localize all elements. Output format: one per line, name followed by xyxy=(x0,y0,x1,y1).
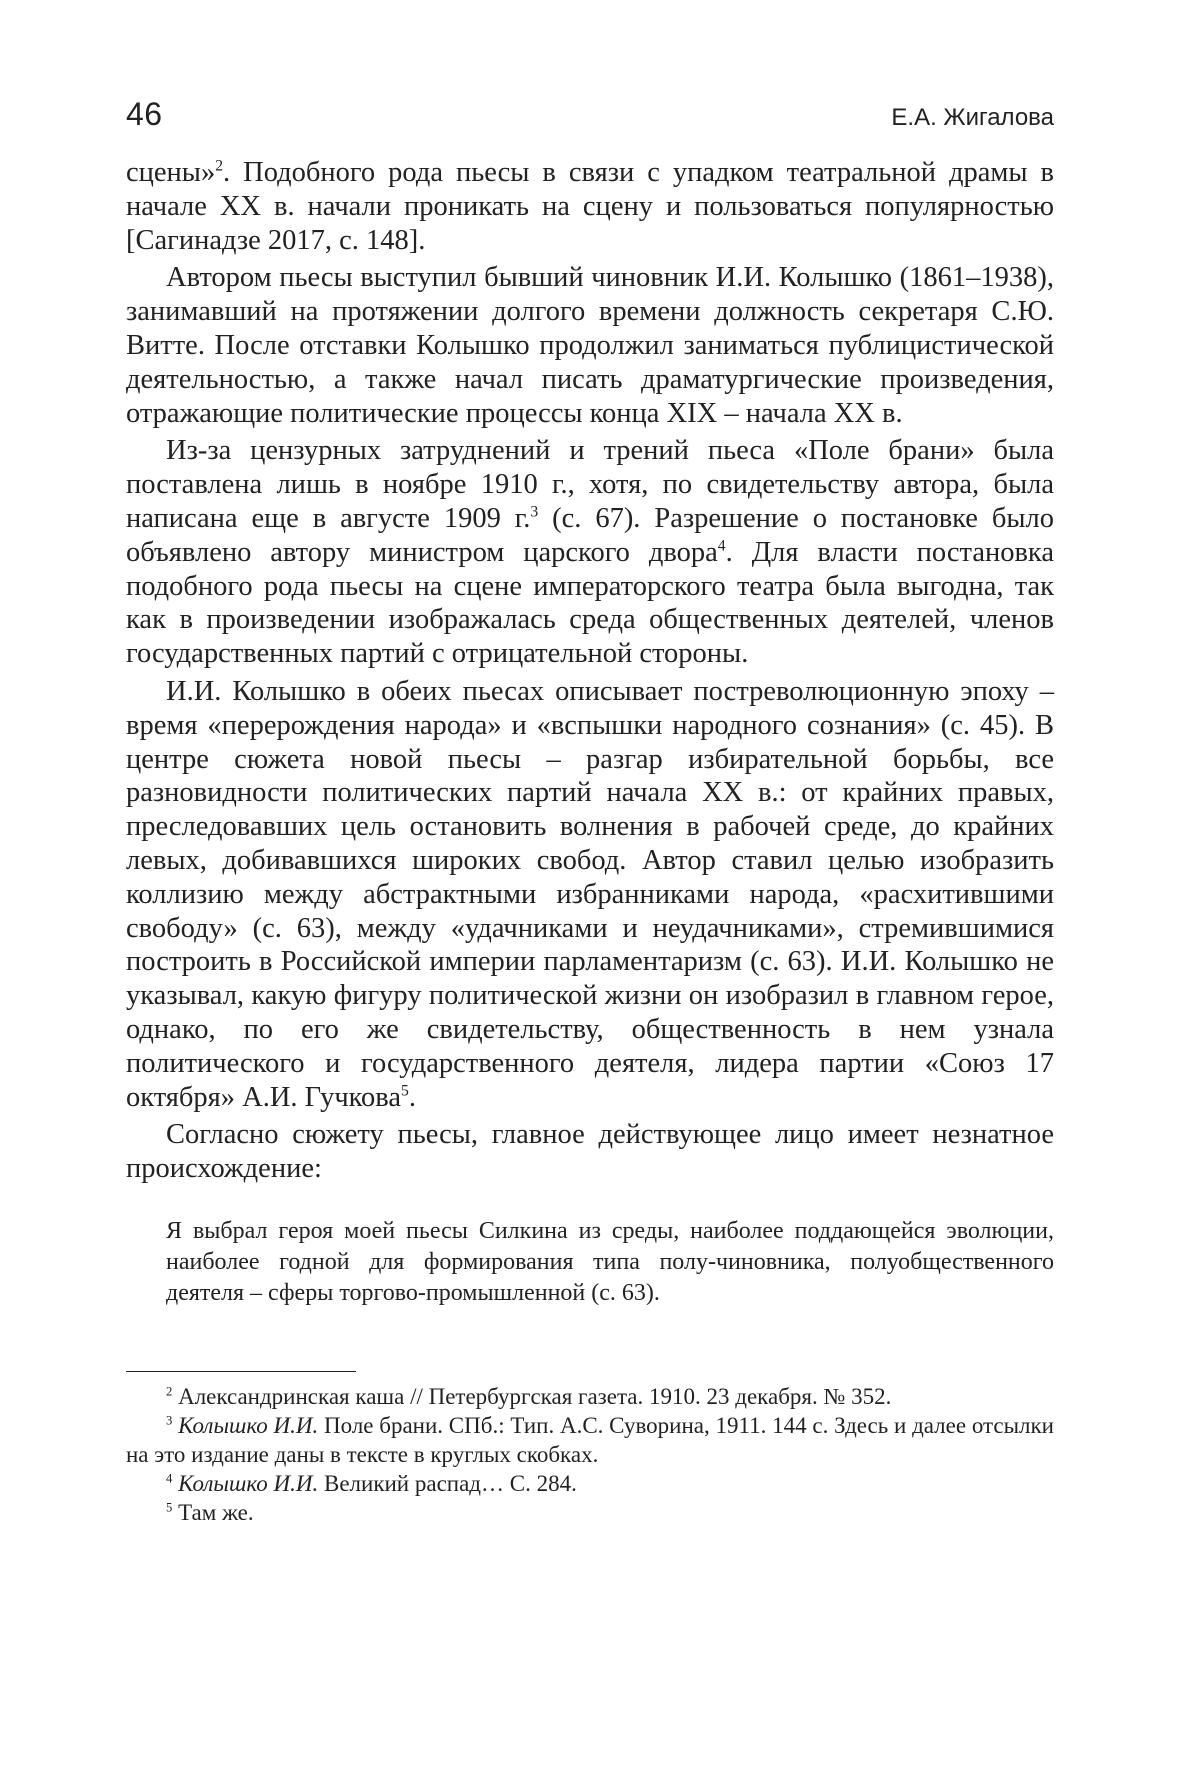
footnote-text: Там же. xyxy=(178,1500,254,1525)
paragraph-text: И.И. Колышко в обеих пьесах описывает постреволюционную эпоху – время «перерождения народа» и «вспышки народного со­знания» (с. 45). В центре сюжета новой пьесы – разгар избирательной борьбы, все разновидности политических партий начала XX в.: от крайних правых, преследовавших цель остановить волнения в рабо­чей среде, до крайних левых, добивавшихся широких свобод. Автор ставил целью изобразить коллизию между абстрактными избран­никами народа, «расхитившими свободу» (с. 63), между «удачниками и неудачниками», стремившимися построить в Российской империи парламентаризм (с. 63). И.И. Колышко не указывал, какую фигуру политической жизни он изобразил в главном герое, однако, по его же свидетельству, общественность в нем узнала политического и го­сударственного деятеля, лидера партии «Союз 17 октября» А.И. Гуч­кова xyxy=(126,676,1054,1113)
paragraph-text: . Для власти постановка подобного рода пьесы на сцене императорского театра была выгодна, так как в произведении изображалась среда общественных деятелей, членов государственных партий с отрица­тельной стороны. xyxy=(126,537,1054,669)
footnote-number: 2 xyxy=(166,1384,172,1398)
paragraph-text: Согласно сюжету пьесы, главное действующее лицо имеет незнат­ное происхождение: xyxy=(126,1119,1054,1184)
footnote-number: 4 xyxy=(166,1471,172,1485)
footnotes xyxy=(126,1382,1054,1527)
footnote-3 xyxy=(126,1411,1054,1469)
paragraph-text: сцены» xyxy=(126,157,215,188)
footnote-separator xyxy=(126,1371,356,1372)
footnote-author: Колышко И.И. xyxy=(178,1413,318,1438)
paragraph xyxy=(126,434,1054,671)
footnote-author: Колышко И.И. xyxy=(178,1471,318,1496)
footnote-4 xyxy=(126,1469,1054,1498)
footnote-text: Александринская каша // Петербургская газета. 1910. 23 декабря. № 352. xyxy=(178,1384,891,1409)
paragraph xyxy=(126,261,1054,430)
block-quote: Я выбрал героя моей пьесы Силкина из среды, наиболее поддающейся эволюции, наиболее годной для формирования типа полу-чиновника, полуобщественного деятеля – сферы торгово-промышленной (с. 63). xyxy=(166,1216,1054,1309)
footnote-2 xyxy=(126,1382,1054,1411)
book-page xyxy=(126,96,1054,1527)
paragraph-text: . Подобного рода пьесы в связи с упадком театральной драмы в начале XX в. начали проникать на сцену и пользоваться популяр­ностью [Сагинадзе 2017, с. 148]. xyxy=(126,157,1054,256)
page-header xyxy=(126,96,1054,156)
running-head-author: Е.А. Жигалова xyxy=(891,104,1054,132)
paragraph xyxy=(126,675,1054,1114)
footnote-number: 5 xyxy=(166,1500,172,1514)
page-number: 46 xyxy=(126,96,163,133)
footnote-text: Поле брани. СПб.: Тип. А.С. Суворина, 1911. 144 с. Здесь и далее отсылки на это издание даны в тексте в круглых скобках. xyxy=(126,1413,1054,1467)
body-text xyxy=(126,156,1054,1186)
paragraph xyxy=(126,1118,1054,1186)
paragraph xyxy=(126,156,1054,257)
footnote-reference[interactable]: 4 xyxy=(718,537,726,554)
footnote-reference[interactable]: 2 xyxy=(215,158,223,175)
paragraph-text: (с. 67). Разрешение о по­становке было объявлено автору министром царского двора xyxy=(126,503,1054,568)
footnote-5 xyxy=(126,1498,1054,1527)
footnote-number: 3 xyxy=(166,1413,172,1427)
footnote-reference[interactable]: 3 xyxy=(530,503,538,520)
paragraph-text: Из-за цензурных затруднений и трений пьеса «Поле брани» была поставлена лишь в ноябре 1910 г., хотя, по свидетельству ав­тора, была написана еще в августе 1909 г. xyxy=(126,435,1054,534)
paragraph-text: . xyxy=(409,1082,416,1113)
footnote-reference[interactable]: 5 xyxy=(401,1082,409,1099)
footnote-text: Великий распад… С. 284. xyxy=(318,1471,577,1496)
paragraph-text: Автором пьесы выступил бывший чиновник И.И. Колышко (1861–1938), занимавший на протяжении долгого времени должность секре­таря С.Ю. Витте. После отставки Колышко продолжил заниматься публицистической деятельностью, а также начал писать драматур­гические произведения, отражающие политические процессы конца XIX – начала XX в. xyxy=(126,262,1054,428)
